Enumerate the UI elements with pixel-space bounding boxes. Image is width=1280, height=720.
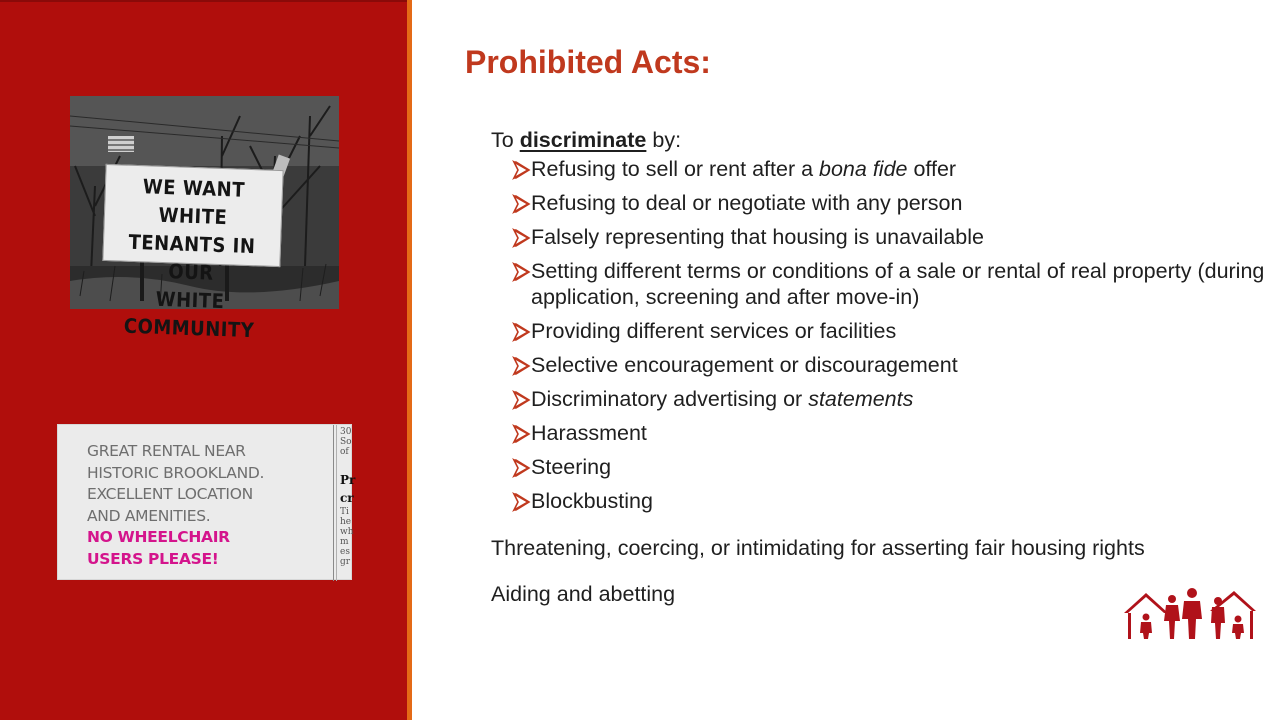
ad-side-text: of <box>340 447 349 457</box>
prohibited-act-item <box>512 156 1276 182</box>
ad-highlight: USERS PLEASE! <box>87 549 219 568</box>
intro-prefix: To <box>491 128 514 152</box>
act-text: Blockbusting <box>531 489 653 513</box>
left-panel <box>0 0 407 720</box>
ad-column-rule <box>336 425 337 581</box>
intro-keyword: discriminate <box>519 128 647 152</box>
sign-line-2: TENANTS IN OUR <box>128 229 256 285</box>
ad-line: GREAT RENTAL NEAR <box>87 442 246 460</box>
prohibited-act-item <box>512 352 1276 378</box>
ad-side-column <box>340 427 354 567</box>
accent-stripe <box>407 0 412 720</box>
act-text: Refusing to deal or negotiate with any person <box>531 191 963 215</box>
ad-side-text: Ti <box>340 507 349 517</box>
act-emphasis: bona fide <box>819 157 908 181</box>
act-text: Steering <box>531 455 612 479</box>
act-text: Setting different terms or conditions of a sale or rental of real property (during application, screening and after move-in) <box>531 259 1265 309</box>
newspaper-ad <box>57 424 356 580</box>
arrow-bullet-icon <box>512 493 530 511</box>
prohibited-act-item <box>512 190 1276 216</box>
arrow-bullet-icon <box>512 323 530 341</box>
sign-line-3: WHITE COMMUNITY <box>123 286 255 343</box>
intro-line <box>491 125 1276 155</box>
ad-line: EXCELLENT LOCATION <box>87 485 253 504</box>
arrow-bullet-icon <box>512 195 530 213</box>
act-text: Selective encouragement or discouragement <box>531 353 958 377</box>
ad-side-text: wh <box>340 527 354 537</box>
protest-sign <box>102 164 283 343</box>
slide-content <box>491 125 1276 609</box>
arrow-bullet-icon <box>512 161 530 179</box>
arrow-bullet-icon <box>512 357 530 375</box>
prohibited-acts-list <box>512 156 1276 514</box>
slide-title: Prohibited Acts: <box>465 44 711 80</box>
ad-side-text: gr <box>340 557 351 567</box>
act-text-suffix: offer <box>907 157 957 181</box>
act-emphasis: statements <box>808 387 914 411</box>
prohibited-act-item <box>512 386 1276 412</box>
arrow-bullet-icon <box>512 459 530 477</box>
arrow-bullet-icon <box>512 229 530 247</box>
paragraph-threatening: Threatening, coercing, or intimidating for asserting fair housing rights <box>491 536 1145 560</box>
arrow-bullet-icon <box>512 263 530 281</box>
ad-side-text: es <box>340 547 350 557</box>
ad-side-text: m <box>340 537 349 547</box>
prohibited-act-item <box>512 420 1276 446</box>
prohibited-act-item <box>512 454 1276 480</box>
ad-side-text: 30 <box>340 427 352 437</box>
paragraph-aiding: Aiding and abetting <box>491 582 676 606</box>
prohibited-act-item <box>512 224 1276 250</box>
prohibited-act-item <box>512 258 1276 310</box>
intro-suffix: by: <box>652 128 682 152</box>
act-text: Discriminatory advertising or <box>531 387 809 411</box>
protest-sign-photo <box>70 96 339 343</box>
prohibited-act-item <box>512 318 1276 344</box>
ad-side-heading: Pr <box>340 473 356 487</box>
ad-highlight: NO WHEELCHAIR <box>87 528 230 547</box>
act-text: Refusing to sell or rent after a <box>531 157 820 181</box>
act-text: Providing different services or facilities <box>531 319 897 343</box>
act-text: Falsely representing that housing is unavailable <box>531 225 984 249</box>
panel-edge <box>0 0 407 2</box>
arrow-bullet-icon <box>512 391 530 409</box>
ad-column-rule <box>333 425 334 581</box>
ad-line: AND AMENITIES. <box>87 506 211 525</box>
ad-side-text: he <box>340 517 352 527</box>
act-text: Harassment <box>531 421 647 445</box>
ad-side-heading: cr <box>340 491 354 505</box>
ad-text <box>87 441 327 571</box>
prohibited-act-item <box>512 488 1276 514</box>
ad-side-text: So <box>340 437 352 447</box>
sign-line-1: WE WANT WHITE <box>142 174 246 230</box>
family-house-logo-icon <box>1122 583 1258 641</box>
arrow-bullet-icon <box>512 425 530 443</box>
ad-line: HISTORIC BROOKLAND. <box>87 463 265 482</box>
